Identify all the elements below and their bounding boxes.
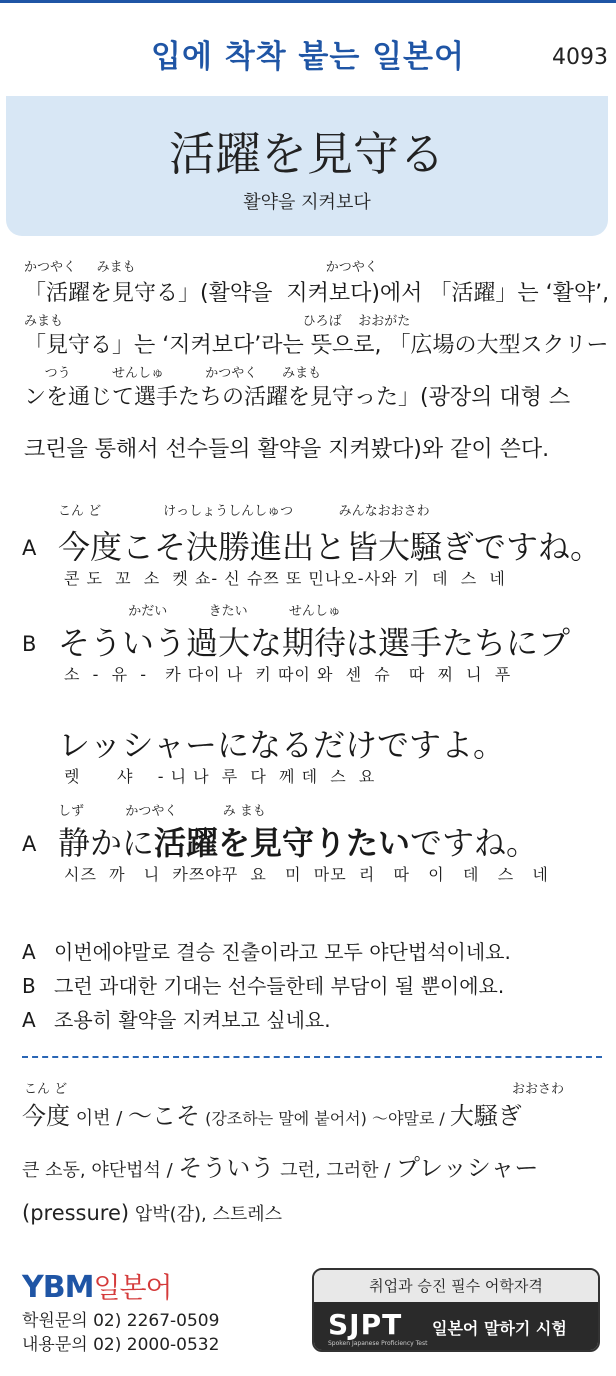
dialogue-furigana: しず かつやく み まも: [58, 804, 266, 819]
contact-academy: 학원문의 02) 2267-0509: [22, 1311, 220, 1331]
vocab-term: プレッシャー: [396, 1154, 539, 1182]
ybm-logo: [22, 1266, 172, 1306]
brand-sub: 일본어: [93, 1271, 172, 1304]
dialogue-pronunciation: 렛 샤 - 니 나 루 다 께 데 스 요: [64, 767, 376, 786]
brand-name: YBM: [22, 1270, 94, 1305]
vocab-line: [22, 1148, 538, 1183]
explanation-furigana: つう せんしゅ かつやく みまも: [24, 366, 322, 381]
sjpt-logo-sub: Spoken Japanese Proficiency Test: [328, 1340, 428, 1347]
translation-line: [22, 970, 504, 999]
dialogue-pronunciation: 콘 도 꼬 소 켓 쇼- 신 슈쯔 또 민나오-사와 기 데 스 네: [64, 569, 506, 588]
translation-text: 그런 과대한 기대는 선수들한테 부담이 될 뿐이에요.: [54, 974, 505, 998]
explanation-furigana: みまも ひろば おおがた: [24, 314, 411, 329]
vocab-term: 今度: [22, 1102, 70, 1130]
dialogue-japanese: レッシャーになるだけですよ。: [58, 726, 506, 764]
ad-description: 일본어 말하기 시험: [432, 1319, 567, 1338]
dialogue-furigana: かだい きたい せんしゅ: [58, 604, 341, 619]
sjpt-ad-box[interactable]: [312, 1268, 600, 1352]
dialogue-speaker: A: [22, 536, 37, 560]
ad-banner: [314, 1302, 598, 1352]
explanation-line: 「見守る」는 ‘지켜보다’라는 뜻으로, 「広場の大型スクリー: [24, 333, 609, 358]
expression-title: 活躍を見守る: [169, 127, 445, 181]
vocab-meaning: (pressure): [22, 1201, 130, 1225]
expression-header-box: [6, 96, 608, 236]
dialogue-pronunciation: 시즈 까 니 카쯔야꾸 요 미 마모 리 따 이 데 스 네: [64, 865, 549, 884]
dialogue-speaker: A: [22, 832, 37, 856]
contact-content: 내용문의 02) 2000-0532: [22, 1335, 220, 1355]
explanation-line: ンを通じて選手たちの活躍を見守った」(광장의 대형 스: [24, 385, 571, 410]
vocab-meaning: 그런, 그러한 /: [274, 1160, 397, 1181]
dialogue-speaker: B: [22, 632, 37, 656]
issue-number: 4093: [552, 45, 608, 70]
translation-speaker: B: [22, 974, 36, 998]
top-bar: [0, 0, 616, 96]
dialogue-japanese: 今度こそ決勝進出と皆大騒ぎですね。: [58, 528, 603, 566]
series-title: 입에 착착 붙는 일본어: [151, 39, 465, 75]
dialogue-japanese-post: ですね。: [410, 824, 539, 862]
translation-speaker: A: [22, 940, 36, 964]
explanation-furigana: かつやく みまも かつやく: [24, 260, 378, 275]
dialogue-pronunciation: 소 - 유 - 카 다이 나 키 따이 와 센 슈 따 찌 니 푸: [64, 665, 512, 684]
vocab-meaning: 큰 소동, 야단법석 /: [22, 1160, 179, 1181]
explanation-line: 「活躍を見守る」(활약을 지켜보다)에서 「活躍」는 ‘활약’,: [24, 281, 610, 306]
translation-line: [22, 1004, 331, 1033]
dialogue-furigana: こん ど けっしょうしんしゅつ みんなおおさわ: [58, 504, 430, 519]
translation-speaker: A: [22, 1008, 36, 1032]
translation-line: [22, 936, 511, 965]
vocab-term: 大騒ぎ: [449, 1102, 522, 1130]
section-divider: [22, 1056, 602, 1058]
dialogue-key-expression: 活躍を見守りたい: [154, 824, 411, 862]
vocab-furigana: おおさわ: [512, 1082, 565, 1097]
dialogue-japanese: そういう過大な期待は選手たちにプ: [58, 624, 571, 662]
sjpt-logo: SJPT: [328, 1308, 403, 1341]
vocab-term: そういう: [178, 1154, 275, 1182]
dialogue-japanese-pre: 静かに: [58, 824, 155, 862]
translation-text: 이번에야말로 결승 진출이라고 모두 야단법석이네요.: [54, 940, 511, 964]
vocab-meaning: 압박(감), 스트레스: [129, 1204, 283, 1225]
ad-tagline: 취업과 승진 필수 어학자격: [314, 1270, 598, 1302]
translation-text: 조용히 활약을 지켜보고 싶네요.: [54, 1008, 331, 1032]
vocab-meaning: 이번 /: [70, 1108, 129, 1129]
explanation-line: 크린을 통해서 선수들의 활약을 지켜봤다)와 같이 쓴다.: [24, 437, 550, 462]
vocab-line: [22, 1096, 522, 1131]
vocab-furigana: こん ど: [24, 1082, 68, 1097]
vocab-meaning: (강조하는 말에 붙어서) 〜야말로 /: [200, 1109, 450, 1128]
expression-meaning: 활약을 지켜보다: [243, 192, 371, 213]
vocab-term: 〜こそ: [128, 1102, 201, 1130]
dialogue-japanese-key: [58, 818, 538, 864]
vocab-line: [22, 1200, 282, 1226]
